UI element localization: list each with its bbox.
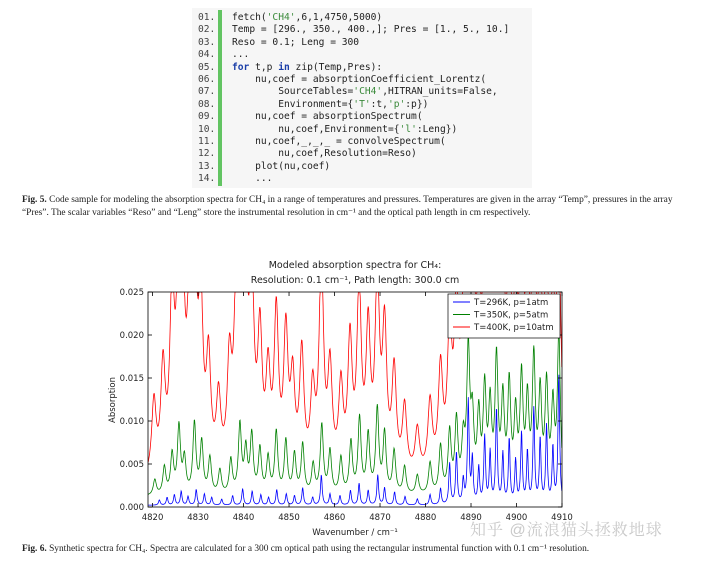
- y-tick-label: 0.015: [119, 374, 144, 384]
- code-token: nu,coef,_,_,_ = convolveSpectrum(: [232, 135, 446, 147]
- code-text: [232, 173, 272, 185]
- watermark: 知乎 @流浪猫头拯救地球: [470, 522, 663, 539]
- code-text: [232, 74, 486, 86]
- legend-label: T=296K, p=1atm: [474, 298, 549, 308]
- chart-subtitle: Resolution: 0.1 cm⁻¹, Path length: 300.0 cm: [250, 275, 460, 286]
- code-line: [192, 49, 532, 61]
- code-token: 'CH4': [266, 12, 296, 23]
- code-text: [232, 124, 457, 136]
- code-token: :Leng}): [416, 123, 458, 135]
- x-tick-label: 4850: [278, 513, 300, 523]
- legend-label: T=350K, p=5atm: [474, 310, 549, 321]
- code-text: [232, 148, 417, 160]
- y-tick-label: 0.020: [119, 331, 144, 341]
- x-tick-label: 4860: [323, 513, 346, 523]
- line-number: 01.: [198, 12, 216, 23]
- code-token: Environment={: [232, 98, 354, 110]
- code-token: 'CH4': [353, 86, 383, 98]
- x-tick-label: 4830: [187, 513, 209, 523]
- code-text: [232, 111, 423, 123]
- code-token: Temp = [296., 350., 400.,]; Pres = [1., 5., 10.]: [232, 24, 510, 36]
- x-tick-label: 4900: [505, 513, 528, 523]
- code-token: zip(Temp,Pres):: [289, 61, 383, 73]
- code-text: [232, 62, 382, 74]
- line-number: 14.: [198, 173, 216, 185]
- y-tick-label: 0.025: [119, 288, 144, 298]
- line-number: 09.: [198, 111, 216, 123]
- x-tick-label: 4890: [460, 513, 482, 523]
- code-text: [232, 37, 359, 49]
- line-number: 04.: [198, 49, 216, 61]
- code-line: [192, 161, 532, 173]
- series-line: [148, 330, 562, 494]
- code-line: [192, 136, 532, 148]
- code-line: [192, 37, 532, 49]
- x-tick-label: 4870: [369, 513, 391, 523]
- code-token: nu,coef = absorptionCoefficient_Lorentz(: [232, 73, 487, 85]
- code-token: ,6,1,4750,5000): [295, 12, 383, 23]
- code-listing: [192, 8, 532, 188]
- code-token: plot(nu,coef): [232, 160, 331, 172]
- code-token: in: [278, 61, 290, 73]
- code-line: [192, 148, 532, 160]
- y-axis-label: Absorption: [108, 376, 118, 424]
- x-axis-label: Wavenumber / cm⁻¹: [312, 528, 398, 538]
- code-token: Reso = 0.1; Leng = 300: [232, 36, 360, 48]
- y-tick-label: 0.000: [119, 503, 144, 513]
- x-tick-label: 4840: [232, 513, 255, 523]
- line-number: 05.: [198, 61, 216, 73]
- x-tick-label: 4880: [414, 513, 437, 523]
- fig5-caption-text: Code sample for modeling the absorption spectra for CH₄ in a range of temperatures and pressures. Temperatures are given in the array “Temp”, pressures in the array “Pres”. The scalar variables “Reso” and “Leng” store the instrumental resolution in cm⁻¹ and the optical path length in cm respectively.: [22, 195, 673, 218]
- line-number: 03.: [198, 36, 216, 48]
- code-token: fetch(: [232, 12, 267, 23]
- code-text: [232, 12, 382, 24]
- line-number: 07.: [198, 86, 216, 98]
- code-text: [232, 24, 509, 36]
- line-number: 02.: [198, 24, 216, 36]
- line-number: 13.: [198, 160, 216, 172]
- y-tick-label: 0.010: [119, 417, 144, 427]
- x-tick-label: 4910: [551, 513, 573, 523]
- legend-label: T=400K, p=10atm: [474, 323, 554, 333]
- line-number: 08.: [198, 98, 216, 110]
- line-number: 10.: [198, 123, 216, 135]
- code-line: [192, 124, 532, 136]
- code-token: 'p': [387, 98, 406, 110]
- fig6-caption-label: Fig. 6.: [22, 544, 47, 554]
- code-token: nu,coef = absorptionSpectrum(: [232, 111, 423, 123]
- code-text: [232, 99, 428, 111]
- y-tick-label: 0.005: [119, 460, 144, 470]
- line-number: 06.: [198, 73, 216, 85]
- code-line: [192, 24, 532, 36]
- code-line: [192, 173, 532, 185]
- code-line: [192, 12, 532, 24]
- code-line: [192, 86, 532, 98]
- line-number: 11.: [198, 135, 216, 147]
- line-number: 12.: [198, 148, 216, 160]
- code-text: [232, 136, 446, 148]
- code-token: 'T': [353, 98, 371, 110]
- chart-title: Modeled absorption spectra for CH₄:: [268, 260, 442, 271]
- code-token: t,p: [249, 61, 279, 73]
- code-token: ...: [232, 49, 250, 61]
- code-text: [232, 49, 249, 61]
- code-token: for: [232, 61, 250, 73]
- fig5-caption: [22, 194, 682, 219]
- code-text: [232, 86, 498, 98]
- fig5-caption-label: Fig. 5.: [22, 195, 47, 205]
- series-line: [148, 375, 562, 506]
- code-lines: [192, 12, 532, 185]
- code-line: [192, 74, 532, 86]
- code-line: [192, 99, 532, 111]
- legend: [448, 294, 560, 338]
- code-text: [232, 161, 330, 173]
- code-line: [192, 111, 532, 123]
- code-token: nu,coef,Environment={: [232, 123, 400, 135]
- code-token: ...: [232, 173, 273, 185]
- code-token: nu,coef,Resolution=Reso): [232, 148, 417, 160]
- code-token: 'l': [399, 123, 417, 135]
- fig6-caption-text: Synthetic spectra for CH₄. Spectra are calculated for a 300 cm optical path using the rectangular instrumental function with 0.1 cm⁻¹ resolution.: [49, 544, 590, 554]
- fig6-caption: [22, 543, 712, 556]
- code-token: ,HITRAN_units=False,: [382, 86, 498, 98]
- code-token: :t,: [370, 98, 388, 110]
- code-token: SourceTables=: [232, 86, 354, 98]
- x-tick-label: 4820: [141, 513, 164, 523]
- code-gutter-bar: [218, 10, 222, 186]
- code-line: [192, 62, 532, 74]
- code-token: :p}): [405, 98, 429, 110]
